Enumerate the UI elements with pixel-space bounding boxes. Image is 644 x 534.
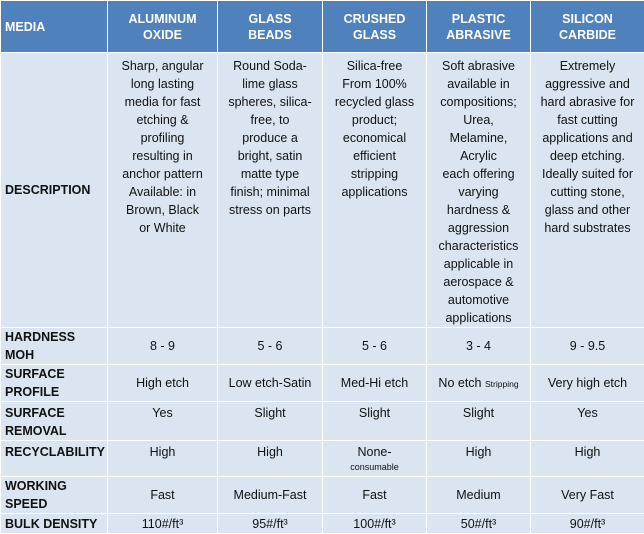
cell-note: Stripping — [485, 379, 519, 389]
table-cell: High — [531, 441, 644, 477]
table-cell: Medium-Fast — [218, 477, 323, 514]
row-label: SURFACE PROFILE — [1, 365, 108, 402]
table-cell: 110#/ft³ — [108, 514, 218, 534]
table-cell: Sharp, angular long lasting media for fast etching & profiling resulting in anchor pattern Available: in Brown, Black or White — [108, 53, 218, 328]
row-label: RECYCLABILITY — [1, 441, 108, 477]
table-cell: Yes — [108, 402, 218, 441]
table-cell: 90#/ft³ — [531, 514, 644, 534]
header-aluminum-oxide — [108, 1, 218, 53]
row-working-speed — [1, 477, 644, 514]
table-cell: 3 - 4 — [427, 328, 531, 365]
header-line: GLASS — [327, 27, 422, 43]
table-cell: High — [218, 441, 323, 477]
table-cell: Very high etch — [531, 365, 644, 402]
table-cell: Medium — [427, 477, 531, 514]
header-line: ABRASIVE — [431, 27, 526, 43]
header-row — [1, 1, 644, 53]
header-media — [1, 1, 108, 53]
table-cell: High — [427, 441, 531, 477]
table-cell: Soft abrasive available in compositions; Urea, Melamine, Acrylic each offering varying hardness & aggression characteristics applicable in aerospace & automotive applications — [427, 53, 531, 328]
table-cell: Fast — [323, 477, 427, 514]
table-cell: 50#/ft³ — [427, 514, 531, 534]
table-cell: Yes — [531, 402, 644, 441]
header-line: CRUSHED — [327, 11, 422, 27]
row-label: HARDNESS MOH — [1, 328, 108, 365]
table-cell — [427, 365, 531, 402]
header-silicon-carbide — [531, 1, 644, 53]
row-label: DESCRIPTION — [1, 53, 108, 328]
row-label: WORKING SPEED — [1, 477, 108, 514]
header-line: SILICON — [535, 11, 640, 27]
header-line: PLASTIC — [431, 11, 526, 27]
row-surface-profile — [1, 365, 644, 402]
row-bulk-density — [1, 514, 644, 534]
table-cell: 5 - 6 — [323, 328, 427, 365]
header-line: ALUMINUM — [112, 11, 213, 27]
table-cell: Extremely aggressive and hard abrasive for fast cutting applications and deep etching. Ideally suited for cutting stone, glass and other hard substrates — [531, 53, 644, 328]
table-cell: Slight — [218, 402, 323, 441]
row-description — [1, 53, 644, 328]
table-cell: Med-Hi etch — [323, 365, 427, 402]
table-cell: High etch — [108, 365, 218, 402]
cell-value: None- — [357, 445, 391, 459]
table-cell: 9 - 9.5 — [531, 328, 644, 365]
table-cell: Very Fast — [531, 477, 644, 514]
row-recyclability — [1, 441, 644, 477]
table-cell: High — [108, 441, 218, 477]
header-line: OXIDE — [112, 27, 213, 43]
table-cell: 5 - 6 — [218, 328, 323, 365]
cell-note: consumable — [327, 461, 422, 473]
table-cell: Slight — [323, 402, 427, 441]
header-plastic-abrasive — [427, 1, 531, 53]
table-cell: Round Soda- lime glass spheres, silica- free, to produce a bright, satin matte type finish; minimal stress on parts — [218, 53, 323, 328]
header-line: BEADS — [222, 27, 318, 43]
table-cell: 100#/ft³ — [323, 514, 427, 534]
cell-value: No etch — [438, 376, 481, 390]
table-cell: 95#/ft³ — [218, 514, 323, 534]
header-line: GLASS — [222, 11, 318, 27]
table-cell — [323, 441, 427, 477]
table-cell: Slight — [427, 402, 531, 441]
table-cell: 8 - 9 — [108, 328, 218, 365]
table-cell: Fast — [108, 477, 218, 514]
row-hardness — [1, 328, 644, 365]
table-cell: Low etch-Satin — [218, 365, 323, 402]
row-surface-removal — [1, 402, 644, 441]
header-crushed-glass — [323, 1, 427, 53]
header-glass-beads — [218, 1, 323, 53]
header-media-label: MEDIA — [5, 20, 45, 34]
header-line: CARBIDE — [535, 27, 640, 43]
table-cell: Silica-free From 100% recycled glass product; economical efficient stripping applications — [323, 53, 427, 328]
row-label: SURFACE REMOVAL — [1, 402, 108, 441]
row-label: BULK DENSITY — [1, 514, 108, 534]
